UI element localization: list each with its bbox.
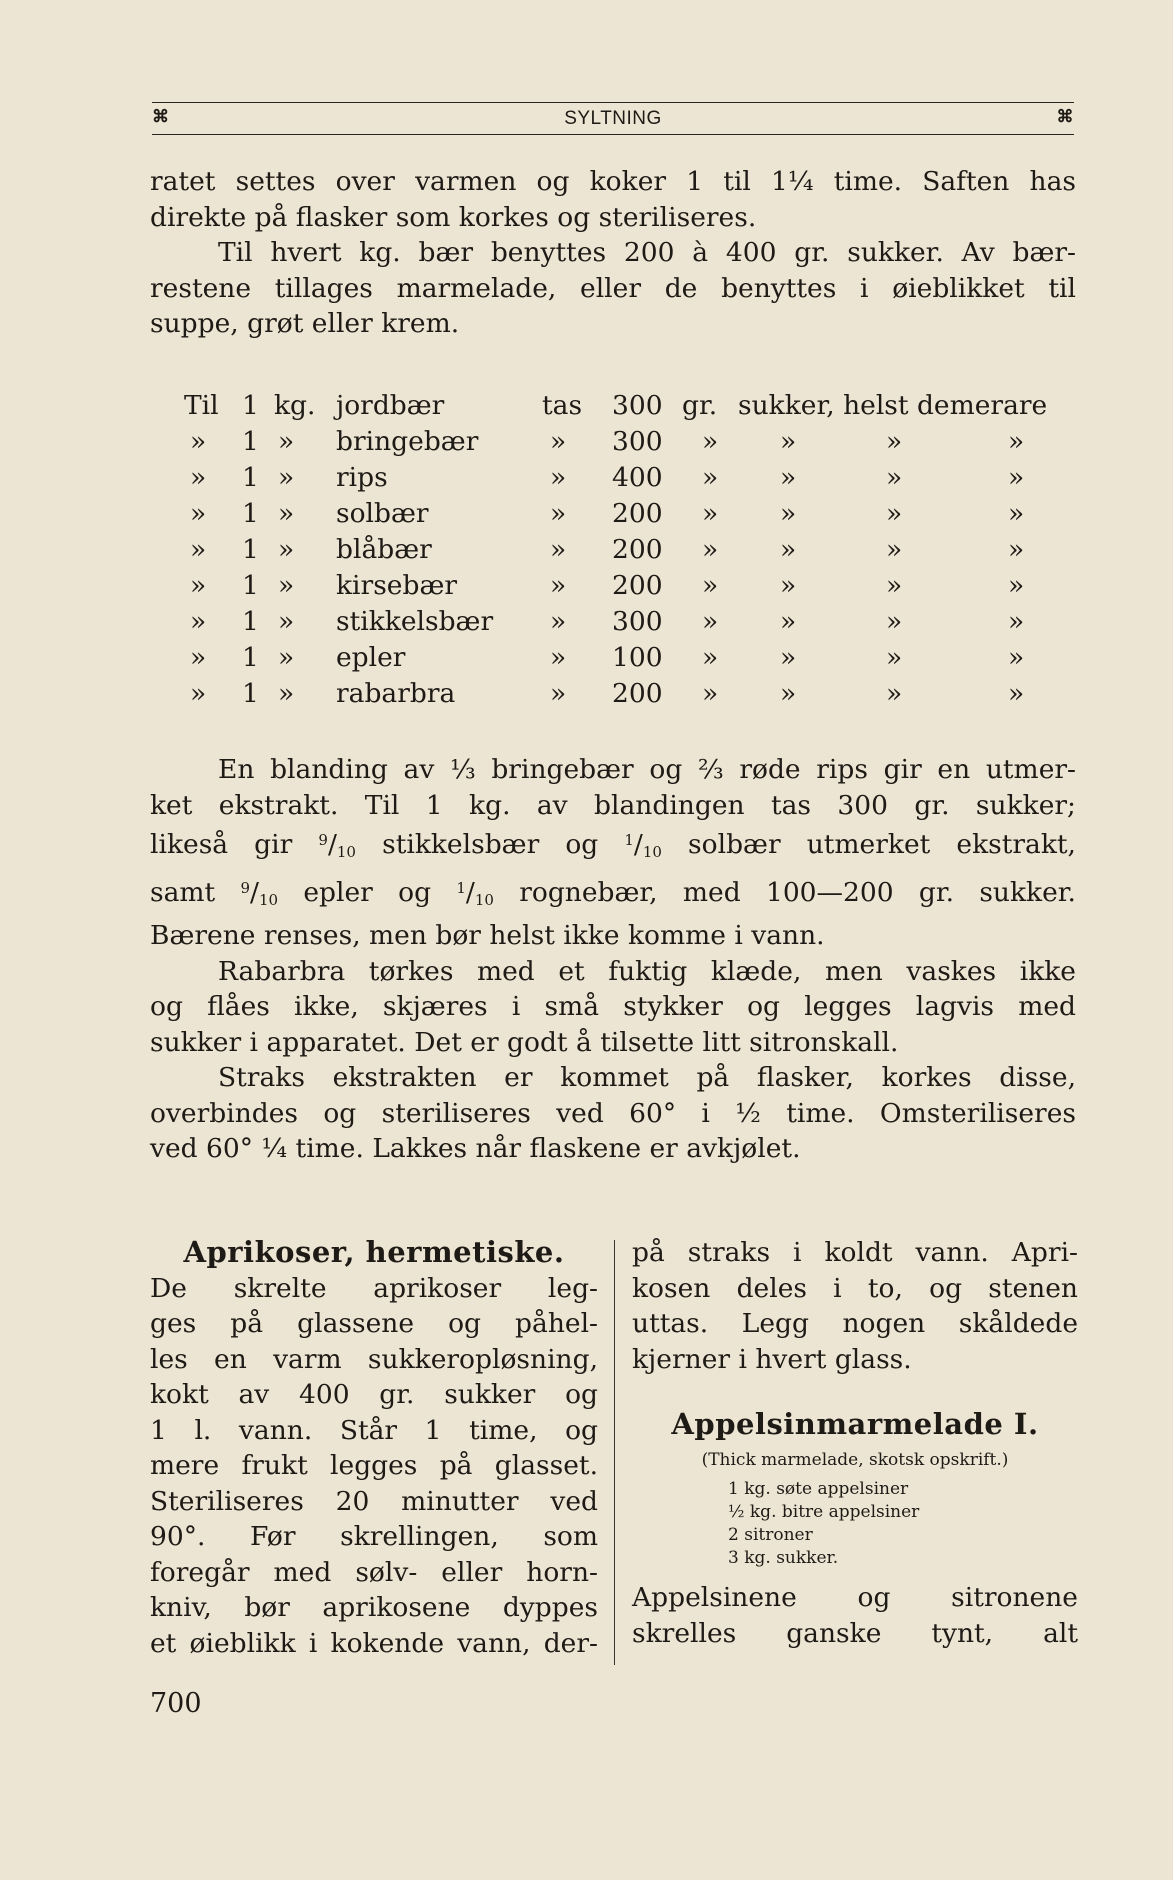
- ditto-mark: »: [1008, 534, 1025, 565]
- ditto-mark: »: [780, 426, 797, 457]
- ditto-mark: »: [780, 462, 797, 493]
- ditto-mark: »: [550, 462, 567, 493]
- cell-item: epler: [336, 642, 406, 673]
- table-row: [150, 426, 1080, 462]
- cell-amount: 100: [612, 642, 663, 673]
- ditto-mark: »: [702, 570, 719, 601]
- text-line: suppe, grøt eller krem.: [150, 308, 460, 339]
- ornament-left-icon: ⌘: [152, 107, 170, 126]
- text-line: kniv, bør aprikosene dyppes: [150, 1592, 598, 1623]
- section-subheading: (Thick marmelade, skotsk opskrift.): [701, 1449, 1009, 1470]
- cell-amount: 200: [612, 678, 663, 709]
- ditto-mark: »: [190, 678, 207, 709]
- ingredient-item: ½ kg. bitre appelsiner: [728, 1502, 920, 1522]
- ditto-mark: »: [1008, 606, 1025, 637]
- text-line: De skrelte aprikoser leg-: [150, 1272, 598, 1304]
- cell-qty: 1: [242, 642, 259, 673]
- ditto-mark: »: [886, 678, 903, 709]
- ditto-mark: »: [886, 606, 903, 637]
- ditto-mark: »: [1008, 678, 1025, 709]
- ditto-mark: »: [190, 426, 207, 457]
- section-heading-appelsinmarmelade: Appelsinmarmelade I.: [671, 1407, 1039, 1441]
- ditto-mark: »: [550, 606, 567, 637]
- text-line: kjerner i hvert glass.: [632, 1343, 912, 1375]
- cell-til: Til: [184, 390, 219, 421]
- sugar-table: [150, 390, 1080, 714]
- fraction-den: 10: [258, 890, 279, 909]
- fraction-num: 9: [240, 878, 251, 897]
- text-run: rognebær, med 100—200 gr. sukker.: [519, 876, 1076, 908]
- ditto-mark: »: [550, 426, 567, 457]
- ditto-mark: »: [780, 678, 797, 709]
- text-line: på straks i koldt vann. Apri-: [632, 1237, 1078, 1268]
- table-row: [150, 642, 1080, 678]
- text-line: ket ekstrakt. Til 1 kg. av blandingen tas 300 gr. sukker;: [150, 789, 1076, 821]
- text-line: 90°. Før skrellingen, som: [150, 1521, 598, 1552]
- cell-qty: 1: [242, 498, 259, 529]
- ditto-mark: »: [702, 678, 719, 709]
- fraction-den: 10: [474, 890, 494, 909]
- text-line: kokt av 400 gr. sukker og: [150, 1379, 598, 1410]
- text-line: En blanding av ⅓ bringebær og ⅔ røde rips gir en utmer-: [218, 754, 1076, 785]
- ditto-mark: »: [278, 498, 295, 529]
- ditto-mark: »: [780, 498, 797, 529]
- right-column-body-top: [632, 1235, 1078, 1377]
- text-line: kosen deles i to, og stenen: [632, 1272, 1078, 1304]
- ditto-mark: »: [278, 534, 295, 565]
- table-row: [150, 390, 1080, 426]
- text-line: Appelsinene og sitronene: [632, 1582, 1078, 1613]
- page-number: 700: [150, 1688, 202, 1719]
- cell-item: blåbær: [336, 534, 432, 565]
- text-run: epler og: [303, 876, 432, 908]
- running-header: [152, 102, 1074, 132]
- ditto-mark: »: [190, 642, 207, 673]
- ditto-mark: »: [278, 678, 295, 709]
- cell-qty: 1: [242, 462, 259, 493]
- ditto-mark: »: [702, 606, 719, 637]
- table-row: [150, 606, 1080, 642]
- text-run: samt: [150, 876, 216, 908]
- blend-paragraph: [150, 752, 1076, 1167]
- text-line: Straks ekstrakten er kommet på flasker, korkes disse,: [218, 1062, 1076, 1093]
- ditto-mark: »: [1008, 570, 1025, 601]
- ditto-mark: »: [780, 534, 797, 565]
- ditto-mark: »: [886, 570, 903, 601]
- fraction-den: 10: [336, 843, 356, 861]
- ditto-mark: »: [190, 570, 207, 601]
- cell-unit2: gr.: [682, 390, 718, 421]
- text-line: Rabarbra tørkes med et fuktig klæde, men vaskes ikke: [218, 955, 1076, 987]
- ditto-mark: »: [190, 606, 207, 637]
- ditto-mark: »: [550, 498, 567, 529]
- ditto-mark: »: [190, 462, 207, 493]
- cell-amount: 200: [612, 498, 663, 529]
- cell-item: stikkelsbær: [336, 606, 494, 637]
- ditto-mark: »: [278, 570, 295, 601]
- ditto-mark: »: [550, 642, 567, 673]
- ditto-mark: »: [702, 534, 719, 565]
- ditto-mark: »: [886, 534, 903, 565]
- text-line: Bærene renses, men bør helst ikke komme i vann.: [150, 920, 825, 951]
- ditto-mark: »: [886, 462, 903, 493]
- table-row: [150, 462, 1080, 498]
- text-line: ges på glassene og påhel-: [150, 1308, 598, 1339]
- ditto-mark: »: [702, 642, 719, 673]
- ingredient-item: 3 kg. sukker.: [728, 1548, 839, 1568]
- fraction-num: 9: [318, 831, 328, 849]
- ingredient-item: 2 sitroner: [728, 1525, 813, 1545]
- text-line: les en varm sukkeropløsning,: [150, 1343, 598, 1375]
- cell-amount: 300: [612, 606, 663, 637]
- cell-qty: 1: [242, 390, 259, 421]
- header-rule-top: [152, 102, 1074, 103]
- cell-item: bringebær: [336, 426, 479, 457]
- table-row: [150, 534, 1080, 570]
- ditto-mark: »: [1008, 642, 1025, 673]
- ditto-mark: »: [702, 462, 719, 493]
- cell-amount: 200: [612, 534, 663, 565]
- cell-amount: 200: [612, 570, 663, 601]
- text-line: ratet settes over varmen og koker 1 til 1¼ time. Saften has: [150, 166, 1076, 197]
- cell-qty: 1: [242, 534, 259, 565]
- text-line: likeså gir $^9/_{10}$ stikkelsbær og $^1/_{10}$ solbær utmerket ekstrakt,: [150, 829, 1076, 861]
- header-rule-bottom: [152, 134, 1074, 135]
- text-run: likeså gir: [150, 829, 293, 860]
- text-run: stikkelsbær og: [382, 829, 599, 860]
- text-line: samt $^9/_{10}$ epler og $^1/_{10}$ rognebær, med 100—200 gr. sukker.: [150, 876, 1076, 909]
- ditto-mark: »: [278, 462, 295, 493]
- ditto-mark: »: [780, 606, 797, 637]
- cell-tas: tas: [542, 390, 583, 421]
- ditto-mark: »: [550, 678, 567, 709]
- cell-text: sukker, helst demerare: [738, 390, 1048, 421]
- chapter-title: SYLTNING: [564, 108, 662, 129]
- ornament-right-icon: ⌘: [1056, 107, 1074, 126]
- ditto-mark: »: [702, 498, 719, 529]
- text-line: direkte på flasker som korkes og steriliseres.: [150, 201, 757, 233]
- ditto-mark: »: [278, 642, 295, 673]
- ditto-mark: »: [886, 642, 903, 673]
- cell-item: kirsebær: [336, 570, 458, 601]
- text-line: overbindes og steriliseres ved 60° i ½ time. Omsteriliseres: [150, 1097, 1076, 1129]
- table-row: [150, 678, 1080, 714]
- text-line: foregår med sølv- eller horn-: [150, 1556, 598, 1588]
- text-line: Til hvert kg. bær benyttes 200 à 400 gr. sukker. Av bær-: [218, 237, 1076, 268]
- cell-item: jordbær: [336, 390, 445, 421]
- ditto-mark: »: [278, 426, 295, 457]
- ditto-mark: »: [190, 498, 207, 529]
- ditto-mark: »: [780, 570, 797, 601]
- ditto-mark: »: [1008, 426, 1025, 457]
- fraction-num: 1: [624, 831, 634, 849]
- cell-item: rabarbra: [336, 678, 456, 709]
- cell-amount: 300: [612, 426, 663, 457]
- text-line: 1 l. vann. Står 1 time, og: [150, 1414, 598, 1446]
- cell-qty: 1: [242, 570, 259, 601]
- cell-amount: 400: [612, 462, 663, 493]
- ditto-mark: »: [278, 606, 295, 637]
- text-line: skrelles ganske tynt, alt: [632, 1617, 1078, 1649]
- section-heading-aprikoser: Aprikoser, hermetiske.: [183, 1235, 565, 1269]
- ingredient-item: 1 kg. søte appelsiner: [728, 1479, 909, 1499]
- table-row: [150, 498, 1080, 534]
- text-line: uttas. Legg nogen skåldede: [632, 1308, 1078, 1339]
- cell-qty: 1: [242, 606, 259, 637]
- text-line: et øieblikk i kokende vann, der-: [150, 1627, 598, 1659]
- left-column: [150, 1235, 598, 1661]
- intro-paragraph: [150, 164, 1076, 342]
- ditto-mark: »: [1008, 498, 1025, 529]
- ditto-mark: »: [550, 570, 567, 601]
- ditto-mark: »: [550, 534, 567, 565]
- cell-qty: 1: [242, 426, 259, 457]
- text-line: restene tillages marmelade, eller de benyttes i øieblikket til: [150, 272, 1076, 304]
- cell-unit: kg.: [274, 390, 316, 421]
- text-line: og flåes ikke, skjæres i små stykker og legges lagvis med: [150, 991, 1076, 1022]
- text-line: mere frukt legges på glasset.: [150, 1450, 598, 1481]
- table-row: [150, 570, 1080, 606]
- text-line: sukker i apparatet. Det er godt å tilsette litt sitronskall.: [150, 1026, 899, 1058]
- ditto-mark: »: [1008, 462, 1025, 493]
- cell-item: solbær: [336, 498, 429, 529]
- text-line: Steriliseres 20 minutter ved: [150, 1485, 598, 1517]
- fraction-den: 10: [642, 843, 662, 861]
- ditto-mark: »: [190, 534, 207, 565]
- text-run: solbær utmerket ekstrakt,: [688, 829, 1076, 860]
- ditto-mark: »: [886, 498, 903, 529]
- ditto-mark: »: [886, 426, 903, 457]
- column-divider: [614, 1240, 615, 1665]
- left-column-body: [150, 1271, 598, 1662]
- text-line: ved 60° ¼ time. Lakkes når flaskene er avkjølet.: [150, 1133, 801, 1164]
- ditto-mark: »: [702, 426, 719, 457]
- ditto-mark: »: [780, 642, 797, 673]
- cell-item: rips: [336, 462, 388, 493]
- fraction-num: 1: [456, 878, 466, 897]
- cell-amount: 300: [612, 390, 663, 421]
- ingredient-list: [632, 1478, 1078, 1570]
- cell-qty: 1: [242, 678, 259, 709]
- right-column: [632, 1235, 1078, 1651]
- right-column-body-bottom: [632, 1580, 1078, 1651]
